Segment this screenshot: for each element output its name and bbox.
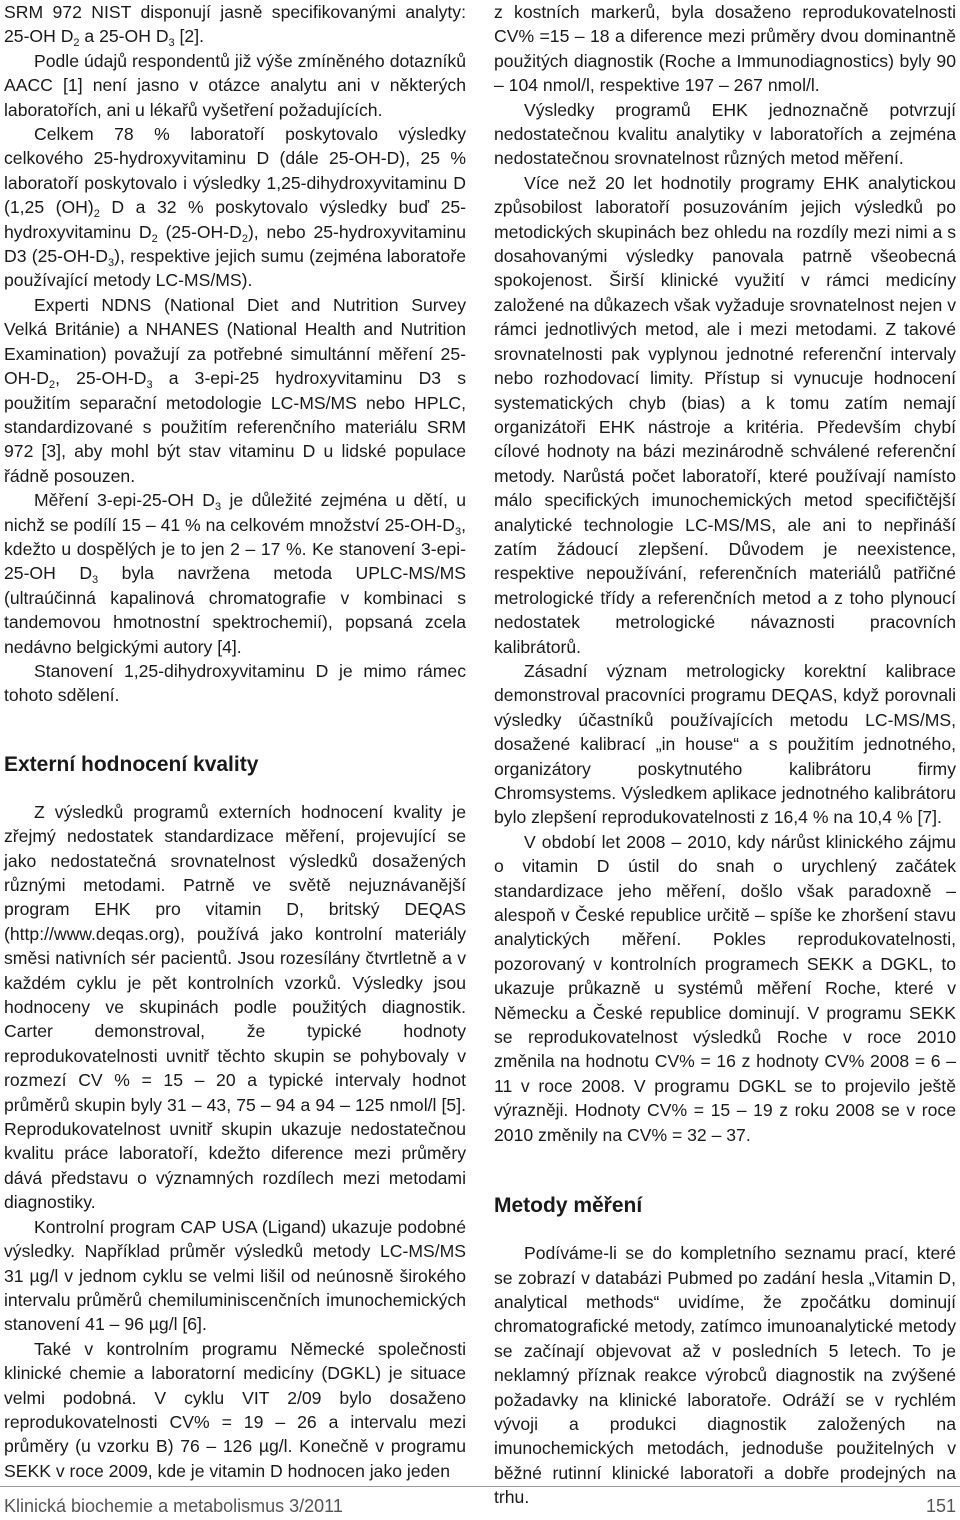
paragraph: Také v kontrolním programu Německé společnosti klinické chemie a laboratorní medicíny (DGKL) je situace velmi podobná. V cyklu VIT 2/09 bylo dosaženo reprodukovatelnosti CV% = 19 – 26 a intervalu mezi průměry (u vzorku B) 76 – 126 µg/l. Konečně v programu SEKK v roce 2009, kde je vitamin D hodnocen jako jeden	[4, 1338, 466, 1481]
paragraph: V období let 2008 – 2010, kdy nárůst klinického zájmu o vitamin D ústil do snah o urychlený začátek standardizace jeho měření, došlo však paradoxně – alespoň v České republice určitě – spíše ke zhoršení stavu analytických měření. Pokles reprodukovatelnosti, pozorovaný v kontrolních programech SEKK a DGKL, to ukazuje průkazně u systémů měření Roche, které v Německu a České republice dominují. V programu SEKK se reprodukovatelnost výsledků Roche v roce 2010 změnila na hodnotu CV% = 16 z hodnoty CV% 2008 = 6 – 11 v roce 2008. V programu DGKL se to projevilo ještě výrazněji. Hodnoty CV% = 15 – 19 z roku 2008 se v roce 2010 změnily na CV% = 32 – 37.	[494, 831, 956, 1145]
paragraph: Podle údajů respondentů již výše zmíněného dotazníků AACC [1] není jasno v otázce analytu ani v některých laboratořích, ani u lékařů vyšetření požadujících.	[4, 50, 466, 120]
footer-divider	[0, 1486, 960, 1487]
paragraph: z kostních markerů, byla dosaženo reprodukovatelnosti CV% =15 – 18 a diference mezi průměry dvou dominantně použitých diagnostik (Roche a Immunodiagnostics) byly 90 – 104 nmol/l, respektive 197 – 267 nmol/l.	[494, 2, 956, 96]
page-number: 151	[925, 1496, 956, 1516]
paragraph: Celkem 78 % laboratoří poskytovalo výsledky celkového 25-hydroxyvitaminu D (dále 25-OH-D), 25 % laboratoří poskytovalo i výsledky 1,25-dihydroxyvitaminu D (1,25 $(OH)_2$ D a 32 % poskytovalo výsledky buď 25-hydroxyvitaminu $D_2$ $(25-OH-D_2)$, nebo 25-hydroxyvitaminu D3 $(25-OH-D_3)$, respektive jejich sumu (zejména laboratoře používající metody LC-MS/MS).	[4, 124, 466, 291]
paragraph: Experti NDNS (National Diet and Nutrition Survey Velká Británie) a NHANES (National Health and Nutrition Examination) považují za potřebné simultánní měření $25-OH-D_2$, $25-OH-D_3$ a 3-epi-25 hydroxyvitaminu D3 s použitím separační metodologie LC-MS/MS nebo HPLC, standardizované s použitím referenčního materiálu SRM 972 [3], aby mohl být stav vitaminu D u lidské populace řádně posouzen.	[4, 294, 466, 486]
paragraph: Kontrolní program CAP USA (Ligand) ukazuje podobné výsledky. Například průměr výsledků metody LC-MS/MS 31 µg/l v jednom cyklu se velmi lišil od neúnosně širokého intervalu průměrů chemiluminiscenčních imunochemických stanovení 41 – 96 µg/l [6].	[4, 1216, 466, 1335]
paragraph: Měření 3-epi-25-OH $D_3$ je důležité zejména u dětí, u nichž se podílí 15 – 41 % na celkovém množství $25-OH-D_3$, kdežto u dospělých je to jen 2 – 17 %. Ke stanovení 3-epi-25-OH $D_3$ byla navržena metoda UPLC-MS/MS (ultraúčinná kapalinová chromatografie v kombinaci s tandemovou hmotnostní spektrochemií), popsaná zcela nedávno belgickými autory [4].	[4, 490, 467, 657]
paragraph: Stanovení 1,25-dihydroxyvitaminu D je mimo rámec tohoto sdělení.	[4, 660, 466, 706]
paragraph: Podíváme-li se do kompletního seznamu prací, které se zobrazí v databázi Pubmed po zadání hesla „Vitamin D, analytical methods“ uvidíme, že zpočátku dominují chromatografické metody, zatímco imunoanalytické metody se začínají objevovat až v posledních 5 letech. To je neklamný příznak reakce výrobců diagnostik na zvýšené požadavky na klinické laboratoře. Odráží se v rychlém vývoji a produkci diagnostik založených na imunochemických metodách, jednoduše použitelných v běžné rutinní klinické laboratoři a dobře prodejných na trhu.	[494, 1243, 956, 1508]
paragraph: Zásadní význam metrologicky korektní kalibrace demonstroval pracovníci programu DEQAS, když porovnali výsledky účastníků používajících metodu LC-MS/MS, dosažené kalibrací „in house“ a s použitím jednotného, organizátory poskytnutého kalibrátoru firmy Chromsystems. Výsledkem aplikace jednotného kalibrátoru bylo zlepšení reprodukovatelnosti z 16,4 % na 10,4 % [7].	[494, 660, 956, 828]
journal-title: Klinická biochemie a metabolismus 3/2011	[4, 1496, 343, 1516]
right-column	[494, 0, 956, 1510]
paragraph: SRM 972 NIST disponují jasně specifikovanými analyty: 25-OH $D_2$ a 25-OH $D_3$ [2].	[4, 2, 466, 50]
section-heading: Metody měření	[494, 1194, 643, 1218]
left-column	[4, 0, 466, 1483]
paragraph: Z výsledků programů externích hodnocení kvality je zřejmý nedostatek standardizace měření, projevující se jako nedostatečná srovnatelnost výsledků dosažených různými metodami. Patrně ve světě nejuznávanější program EHK pro vitamin D, britský DEQAS (http://www.deqas.org), používá jako kontrolní materiály směsi nativních sér pacientů. Jsou rozesílány čtvrtletně a v každém cyklu je pět kontrolních vzorků. Výsledky jsou hodnoceny ve skupinách podle použitých diagnostik. Carter demonstroval, že typické hodnoty reprodukovatelnosti uvnitř těchto skupin se pohybovaly v rozmezí CV % = 15 – 20 a typické intervaly hodnot průměrů skupin byly 31 – 43, 75 – 94 a 94 – 125 nmol/l [5]. Reprodukovatelnost uvnitř skupin ukazuje nedostatečnou kvalitu práce laboratoří, kdežto diference mezi průměry dává představu o významných rozdílech mezi metodami diagnostiky.	[4, 801, 466, 1213]
paragraph: Více než 20 let hodnotily programy EHK analytickou způsobilost laboratoří posuzováním jejich výsledků po metodických skupinách bez ohledu na rozdíly mezi nimi a s dosahovanými výsledky panovala patrně všeobecná spokojenost. Širší klinické využití v rámci medicíny založené na důkazech však vyžaduje srovnatelnost nejen v rámci jednotlivých metod, ale i mezi metodami. Z takové srovnatelnosti pak vyplynou jednotné referenční intervaly nebo rozhodovací limity. Přístup si vynucuje hodnocení systematických chyb (bias) a k tomu zatím nemají organizátoři EHK nástroje a kritéria. Především chybí cílové hodnoty na bázi mezinárodně schválené referenční metody. Narůstá počet laboratoří, které používají namísto málo specifických imunochemických metod specifičtější analytické technologie LC-MS/MS, ale ani to nepřináší zatím žádoucí zlepšení. Důvodem je neexistence, respektive nepoužívání, referenčních materiálů patřičné metrologické třídy a referenčních metod a z toho plynoucí nedostatek metrologické návaznosti pracovních kalibrátorů.	[494, 172, 956, 657]
section-heading: Externí hodnocení kvality	[4, 752, 259, 776]
paragraph: Výsledky programů EHK jednoznačně potvrzují nedostatečnou kvalitu analytiky v laboratořích a zejména nedostatečnou srovnatelnost různých metod měření.	[494, 99, 956, 169]
